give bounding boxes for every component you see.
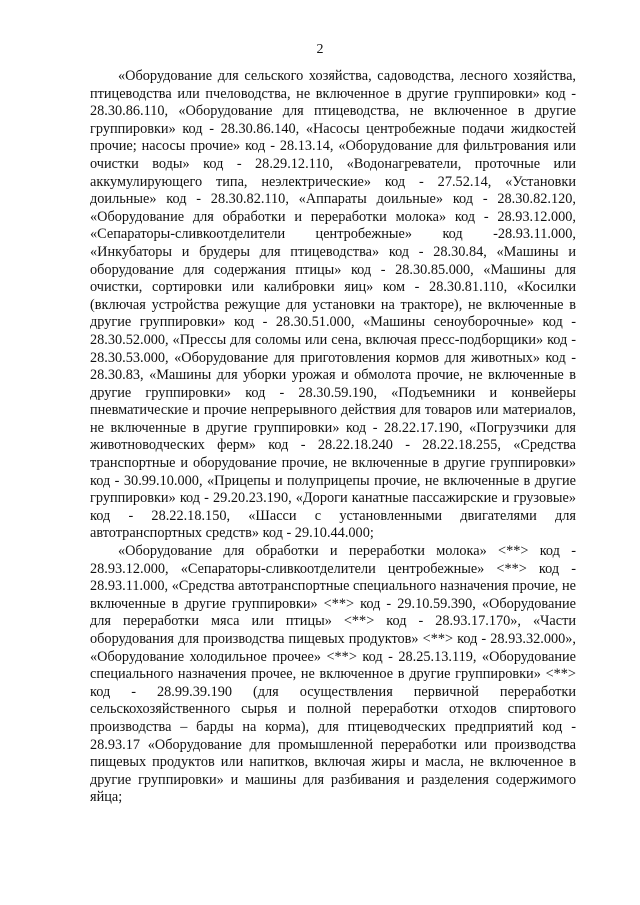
document-body <box>90 68 576 807</box>
page-number: 2 <box>316 42 324 57</box>
paragraph-equipment-list: «Оборудование для сельского хозяйства, садоводства, лесного хозяйства, птицеводства или пчеловодства, не включенное в другие группировки» код - 28.30.86.110, «Оборудование для птицеводства, не включенное в другие группировки» код - 28.30.86.140, «Насосы центробежные подачи жидкостей прочие; насосы прочие» код - 28.13.14, «Оборудование для фильтрования или очистки воды» код - 28.29.12.110, «Водонагреватели, проточные или аккумулирующего типа, неэлектрические» код - 27.52.14, «Установки доильные» код - 28.30.82.110, «Аппараты доильные» код - 28.30.82.120, «Оборудование для обработки и переработки молока» код - 28.93.12.000, «Сепараторы-сливкоотделители центробежные» код -28.93.11.000, «Инкубаторы и брудеры для птицеводства» код - 28.30.84, «Машины и оборудование для содержания птицы» код - 28.30.85.000, «Машины для очистки, сортировки или калибровки яиц» ком - 28.30.81.110, «Косилки (включая устройства режущие для установки на тракторе), не включенные в другие группировки» код - 28.30.51.000, «Машины сеноуборочные» код - 28.30.52.000, «Прессы для соломы или сена, включая пресс-подборщики» код - 28.30.53.000, «Оборудование для приготовления кормов для животных» код - 28.30.83, «Машины для уборки урожая и обмолота прочие, не включенные в другие группировки» код - 28.30.59.190, «Подъемники и конвейеры пневматические и прочие непрерывного действия для товаров или материалов, не включенные в другие группировки» код - 28.22.17.190, «Погрузчики для животноводческих ферм» код - 28.22.18.240 - 28.22.18.255, «Средства транспортные и оборудование прочие, не включенные в другие группировки» код - 30.99.10.000, «Прицепы и полуприцепы прочие, не включенные в другие группировки» код - 29.20.23.190, «Дороги канатные пассажирские и грузовые» код - 28.22.18.150, «Шасси с установленными двигателями для автотранспортных средств» код - 29.10.44.000; <box>90 68 576 542</box>
paragraph-processing-equipment: «Оборудование для обработки и переработки молока» <**> код - 28.93.12.000, «Сепараторы-сливкоотделители центробежные» <**> код - 28.93.11.000, «Средства автотранспортные специального назначения прочие, не включенные в другие группировки» <**> код - 29.10.59.390, «Оборудование для переработки мяса или птицы» <**> код - 28.93.17.170», «Части оборудования для производства пищевых продуктов» <**> код - 28.93.32.000», «Оборудование холодильное прочее» <**> код - 28.25.13.119, «Оборудование специального назначения прочее, не включенное в другие группировки» <**> код - 28.99.39.190 (для осуществления первичной переработки сельскохозяйственного сырья и полной переработки отходов спиртового производства – барды на корма), для птицеводческих предприятий код - 28.93.17 «Оборудование для промышленной переработки или производства пищевых продуктов или напитков, включая жиры и масла, не включенное в другие группировки» и машины для разбивания и разделения содержимого яйца; <box>90 543 576 806</box>
